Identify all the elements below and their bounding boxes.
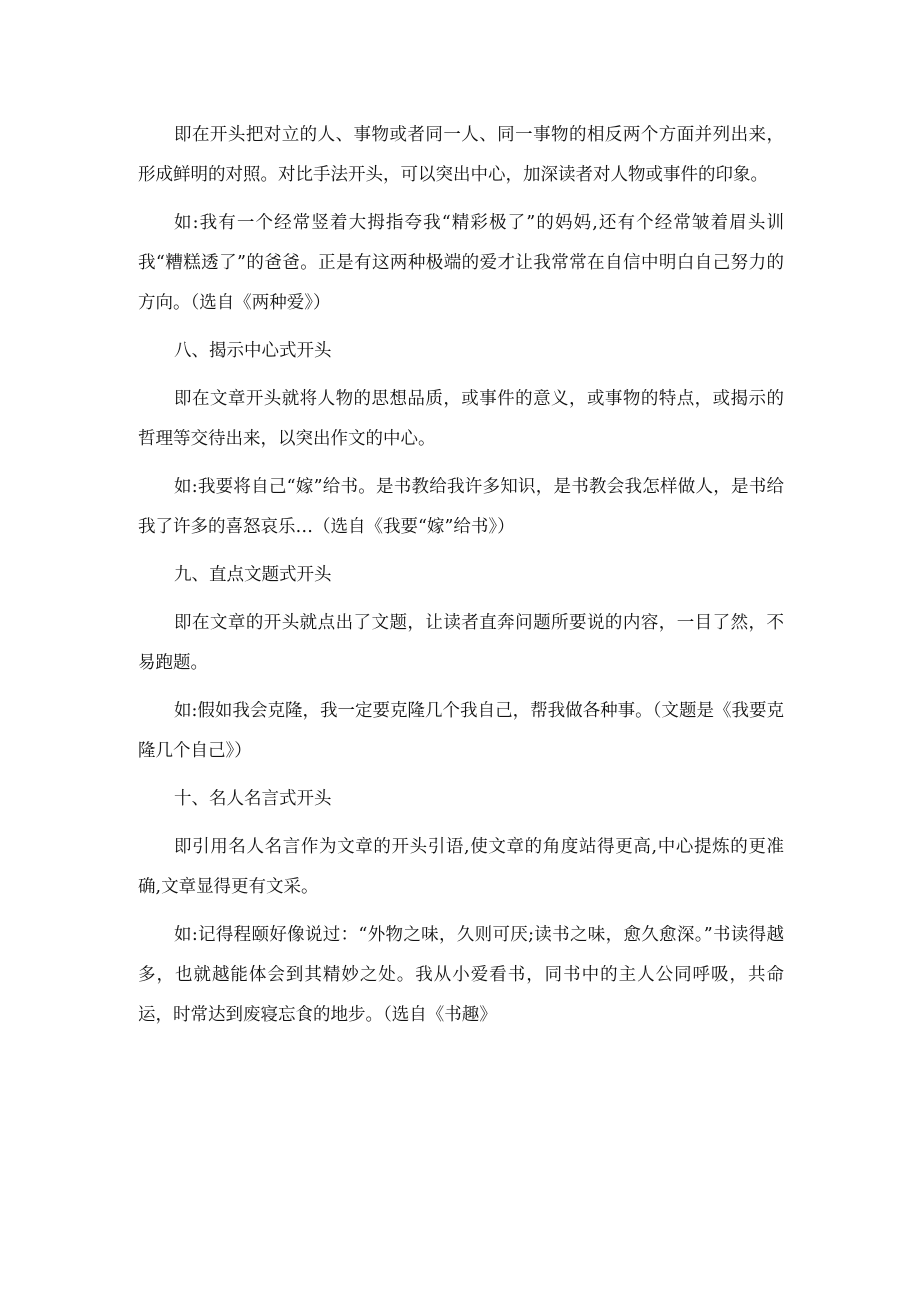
quote-opening-description: 即引用名人名言作为文章的开头引语,使文章的角度站得更高,中心提炼的更准确,文章显得更有文采。: [138, 837, 784, 897]
document-page: [138, 115, 784, 1043]
section-heading-8: 八、揭示中心式开头: [174, 341, 332, 361]
section-heading-9: 九、直点文题式开头: [174, 565, 332, 585]
section-heading-10: 十、名人名言式开头: [174, 789, 332, 809]
title-opening-description: 即在文章的开头就点出了文题，让读者直奔问题所要说的内容，一目了然，不易跑题。: [138, 613, 784, 673]
theme-opening-description: 即在文章开头就将人物的思想品质，或事件的意义，或事物的特点，或揭示的哲理等交待出来，以突出作文的中心。: [138, 389, 784, 449]
contrast-opening-description: 即在开头把对立的人、事物或者同一人、同一事物的相反两个方面并列出来，形成鲜明的对照。对比手法开头，可以突出中心，加深读者对人物或事件的印象。: [138, 125, 784, 185]
contrast-opening-example: 如:我有一个经常竖着大拇指夸我“精彩极了”的妈妈,还有个经常皱着眉头训我“糟糕透了”的爸爸。正是有这两种极端的爱才让我常常在自信中明白自己努力的方向。（选自《两种爱》）: [138, 213, 784, 313]
title-opening-example: 如:假如我会克隆，我一定要克隆几个我自己，帮我做各种事。（文题是《我要克隆几个自己》）: [138, 701, 784, 761]
theme-opening-example: 如:我要将自己“嫁”给书。是书教给我许多知识，是书教会我怎样做人，是书给我了许多的喜怒哀乐…（选自《我要“嫁”给书》）: [138, 477, 784, 537]
quote-opening-example: 如:记得程颐好像说过：“外物之味，久则可厌;读书之味，愈久愈深。”书读得越多，也就越能体会到其精妙之处。我从小爱看书，同书中的主人公同呼吸，共命运，时常达到废寝忘食的地步。（选自《书趣》: [138, 925, 784, 1025]
